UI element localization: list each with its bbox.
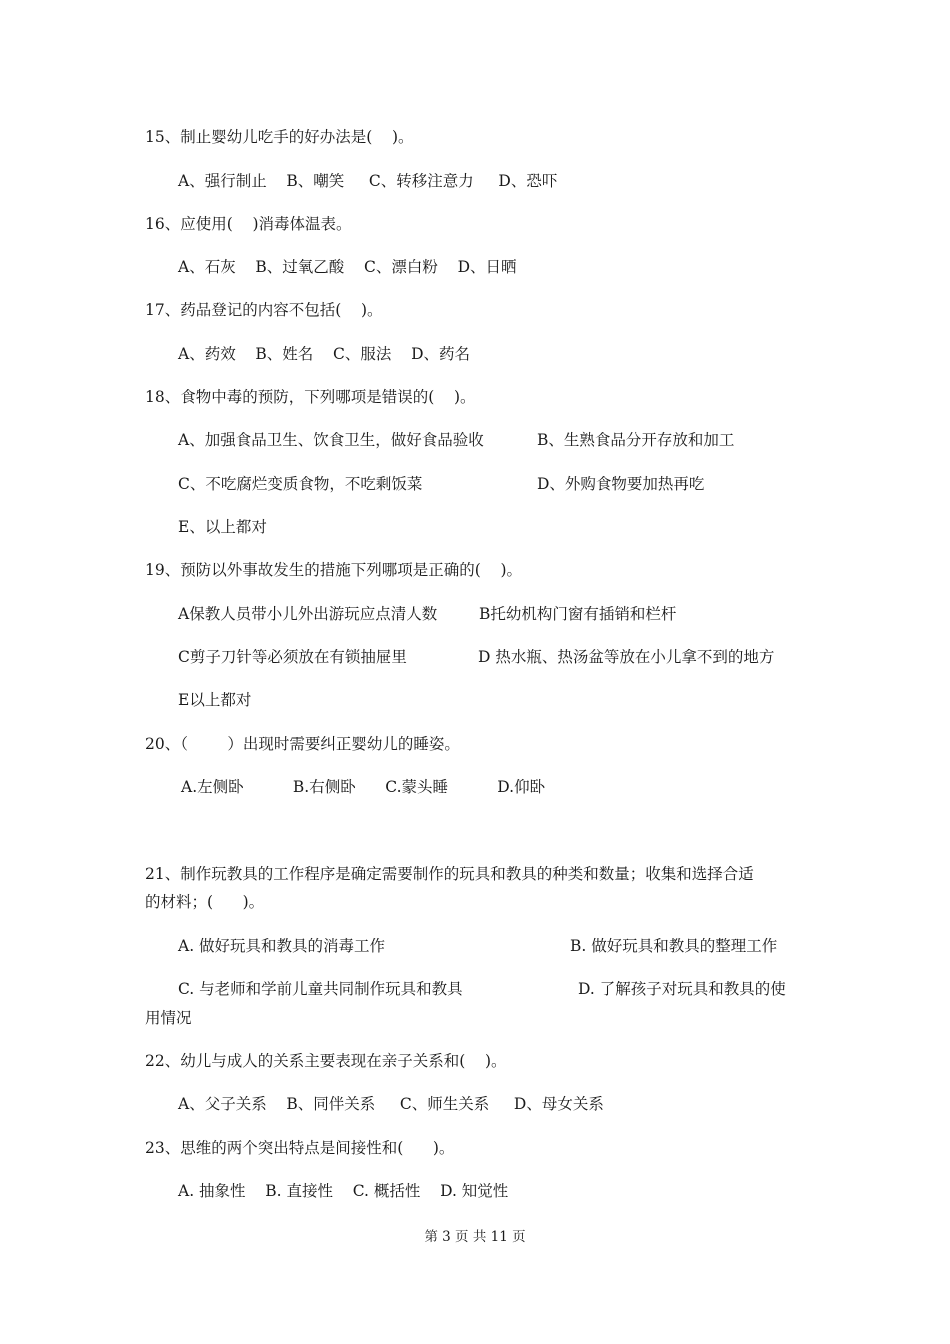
question-19-option-a: A保教人员带小儿外出游玩应点清人数 bbox=[178, 605, 438, 623]
question-21-option-d-line-2: 用情况 bbox=[145, 1009, 192, 1027]
question-21-option-a: A. 做好玩具和教具的消毒工作 bbox=[178, 937, 386, 955]
question-21-option-b: B. 做好玩具和教具的整理工作 bbox=[570, 937, 778, 955]
question-19-stem: 19、预防以外事故发生的措施下列哪项是正确的( )。 bbox=[145, 561, 523, 579]
question-15-options: A、强行制止 B、嘲笑 C、转移注意力 D、恐吓 bbox=[178, 172, 558, 190]
page-number-footer: 第 3 页 共 11 页 bbox=[424, 1229, 526, 1245]
question-19-option-d: D 热水瓶、热汤盆等放在小儿拿不到的地方 bbox=[478, 648, 775, 666]
question-18-option-c: C、不吃腐烂变质食物，不吃剩饭菜 bbox=[178, 475, 423, 493]
question-22-stem: 22、幼儿与成人的关系主要表现在亲子关系和( )。 bbox=[145, 1052, 507, 1070]
question-18-option-d: D、外购食物要加热再吃 bbox=[537, 475, 705, 493]
question-19-option-c: C剪子刀针等必须放在有锁抽屉里 bbox=[178, 648, 407, 666]
question-17-stem: 17、药品登记的内容不包括( )。 bbox=[145, 301, 383, 319]
question-18-stem: 18、食物中毒的预防，下列哪项是错误的( )。 bbox=[145, 388, 476, 406]
question-15-stem: 15、制止婴幼儿吃手的好办法是( )。 bbox=[145, 128, 414, 146]
question-23-stem: 23、思维的两个突出特点是间接性和( )。 bbox=[145, 1139, 455, 1157]
question-21-option-d-line-1: D. 了解孩子对玩具和教具的使 bbox=[578, 980, 786, 998]
question-19-option-b: B托幼机构门窗有插销和栏杆 bbox=[479, 605, 677, 623]
question-22-options: A、父子关系 B、同伴关系 C、师生关系 D、母女关系 bbox=[178, 1095, 604, 1113]
question-18-option-e: E、以上都对 bbox=[178, 518, 267, 536]
question-20-stem: 20、（ ）出现时需要纠正婴幼儿的睡姿。 bbox=[145, 735, 460, 753]
question-16-stem: 16、应使用( )消毒体温表。 bbox=[145, 215, 352, 233]
question-21-stem-line-2: 的材料；( )。 bbox=[145, 893, 265, 911]
question-18-option-b: B、生熟食品分开存放和加工 bbox=[537, 431, 735, 449]
question-16-options: A、石灰 B、过氧乙酸 C、漂白粉 D、日晒 bbox=[178, 258, 517, 276]
question-23-options: A. 抽象性 B. 直接性 C. 概括性 D. 知觉性 bbox=[178, 1182, 509, 1200]
question-20-options: A.左侧卧 B.右侧卧 C.蒙头睡 D.仰卧 bbox=[181, 778, 546, 796]
question-17-options: A、药效 B、姓名 C、服法 D、药名 bbox=[178, 345, 470, 363]
question-21-option-c: C. 与老师和学前儿童共同制作玩具和教具 bbox=[178, 980, 463, 998]
question-19-option-e: E以上都对 bbox=[178, 691, 252, 709]
question-21-stem-line-1: 21、制作玩教具的工作程序是确定需要制作的玩具和教具的种类和数量；收集和选择合适 bbox=[145, 865, 754, 883]
question-18-option-a: A、加强食品卫生、饮食卫生，做好食品验收 bbox=[178, 431, 484, 449]
